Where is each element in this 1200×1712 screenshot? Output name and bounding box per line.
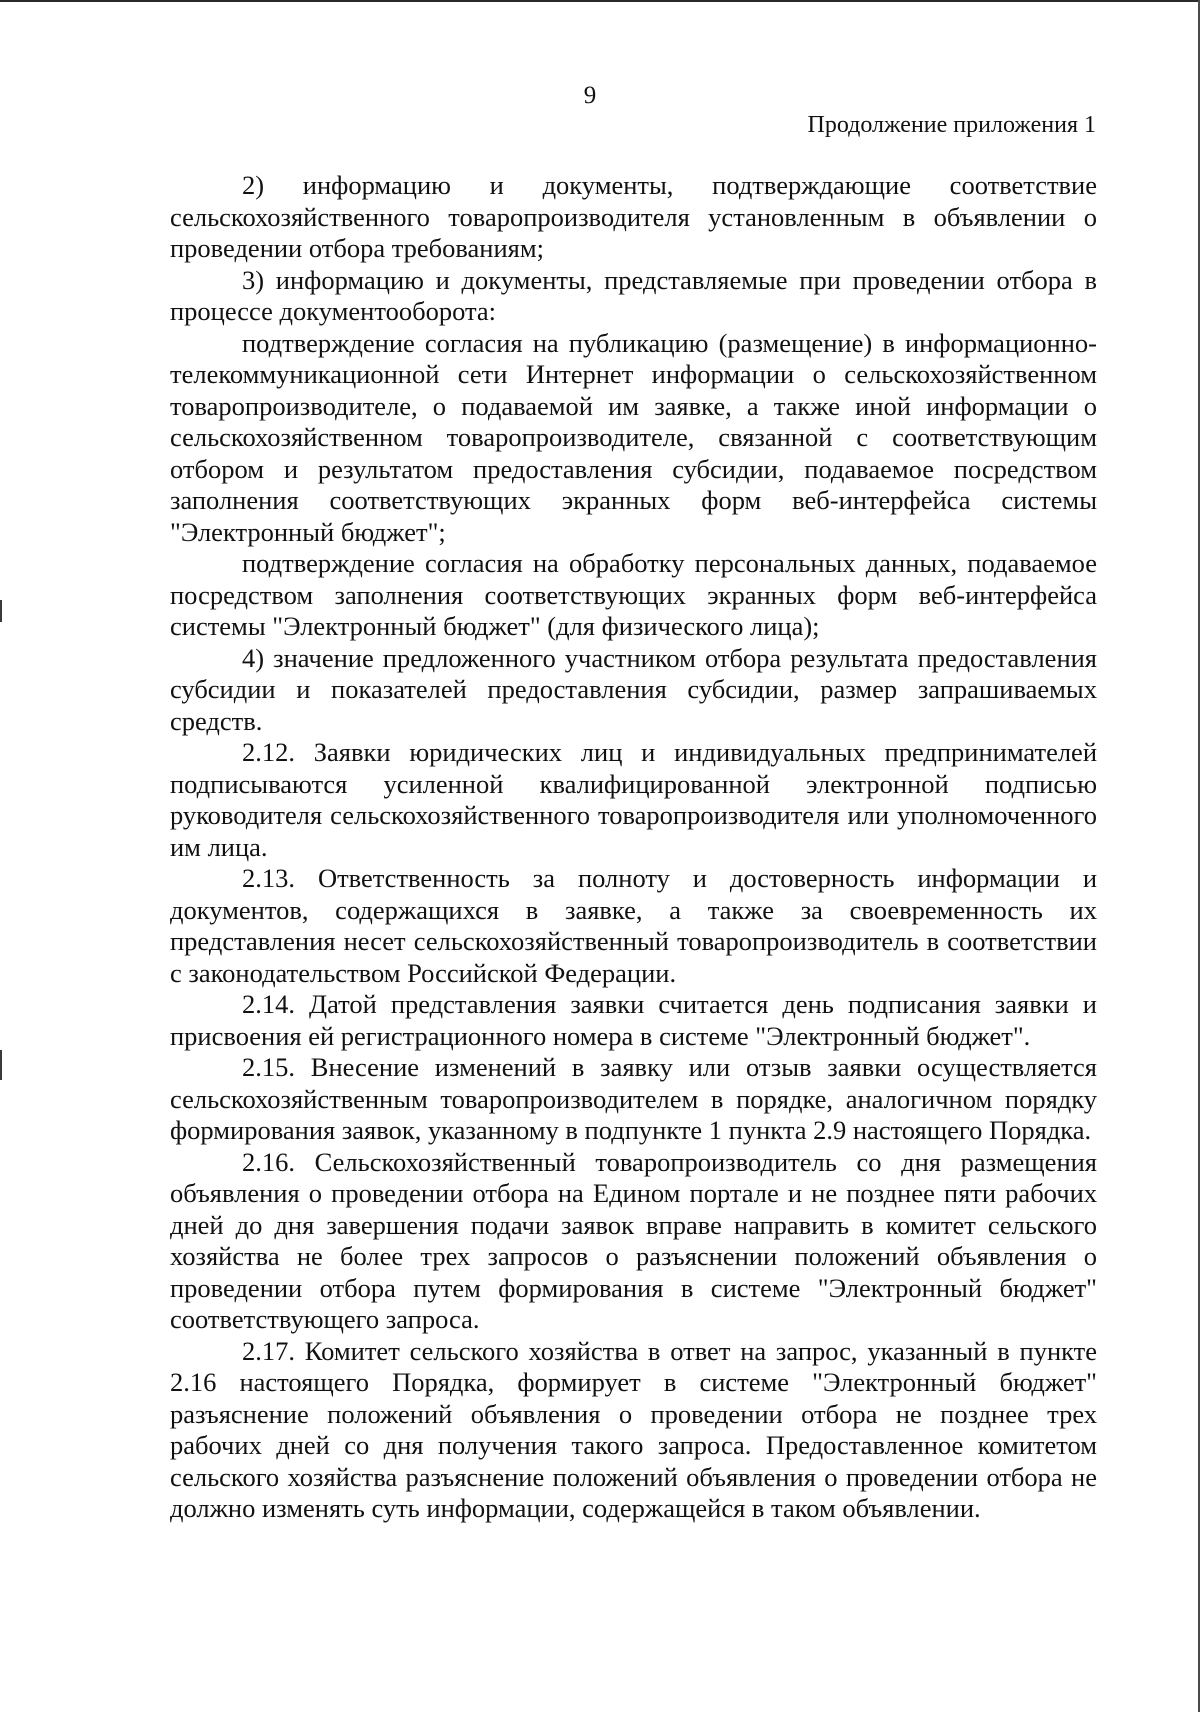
paragraph-2-16: 2.16. Сельскохозяйственный товаропроизводитель со дня размещения объявления о проведении отбора на Едином портале и не позднее пяти рабочих дней до дня завершения подачи заявок вправе направить в комитет сельского хозяйства не более трех запросов о разъяснении положений объявления о проведении отбора путем формирования в системе "Электронный бюджет" соответствующего запроса.	[170, 1146, 1097, 1334]
paragraph-item-3: 3) информацию и документы, представляемые при проведении отбора в процессе документооборота:	[170, 264, 1097, 326]
scan-edge-top	[0, 0, 1200, 2]
page-number: 9	[583, 82, 597, 109]
paragraph-consent-publication: подтверждение согласия на публикацию (размещение) в информационно-телекоммуникационной сети Интернет информации о сельскохозяйственном товаропроизводителе, о подаваемой им заявке, а также иной информации о сельскохозяйственном товаропроизводителе, связанной с соответствующим отбором и результатом предоставления субсидии, подаваемое посредством заполнения соответствующих экранных форм веб-интерфейса системы "Электронный бюджет";	[170, 327, 1097, 547]
running-head: Продолжение приложения 1	[807, 112, 1096, 138]
paragraph-2-13: 2.13. Ответственность за полноту и достоверность информации и документов, содержащихся в заявке, а также за своевременность их представления несет сельскохозяйственный товаропроизводитель в соответствии с законодательством Российской Федерации.	[170, 863, 1097, 988]
paragraph-2-15: 2.15. Внесение изменений в заявку или отзыв заявки осуществляется сельскохозяйственным товаропроизводителем в порядке, аналогичном порядку формирования заявок, указанному в подпункте 1 пункта 2.9 настоящего Порядка.	[170, 1052, 1097, 1145]
document-body	[170, 170, 1097, 1525]
scan-edge-mark	[0, 600, 2, 622]
paragraph-item-2: 2) информацию и документы, подтверждающие соответствие сельскохозяйственного товаропроизводителя установленным в объявлении о проведении отбора требованиям;	[170, 170, 1097, 263]
scan-edge-mark	[0, 1050, 2, 1080]
paragraph-2-14: 2.14. Датой представления заявки считается день подписания заявки и присвоения ей регистрационного номера в системе "Электронный бюджет".	[170, 989, 1097, 1051]
paragraph-consent-personal-data: подтверждение согласия на обработку персональных данных, подаваемое посредством заполнения соответствующих экранных форм веб-интерфейса системы "Электронный бюджет" (для физического лица);	[170, 548, 1097, 641]
paragraph-2-17: 2.17. Комитет сельского хозяйства в ответ на запрос, указанный в пункте 2.16 настоящего Порядка, формирует в системе "Электронный бюджет" разъяснение положений объявления о проведении отбора не позднее трех рабочих дней со дня получения такого запроса. Предоставленное комитетом сельского хозяйства разъяснение положений объявления о проведении отбора не должно изменять суть информации, содержащейся в таком объявлении.	[170, 1335, 1097, 1523]
paragraph-2-12: 2.12. Заявки юридических лиц и индивидуальных предпринимателей подписываются усиленной квалифицированной электронной подписью руководителя сельскохозяйственного товаропроизводителя или уполномоченного им лица.	[170, 737, 1097, 862]
paragraph-item-4: 4) значение предложенного участником отбора результата предоставления субсидии и показателей предоставления субсидии, размер запрашиваемых средств.	[170, 642, 1097, 736]
